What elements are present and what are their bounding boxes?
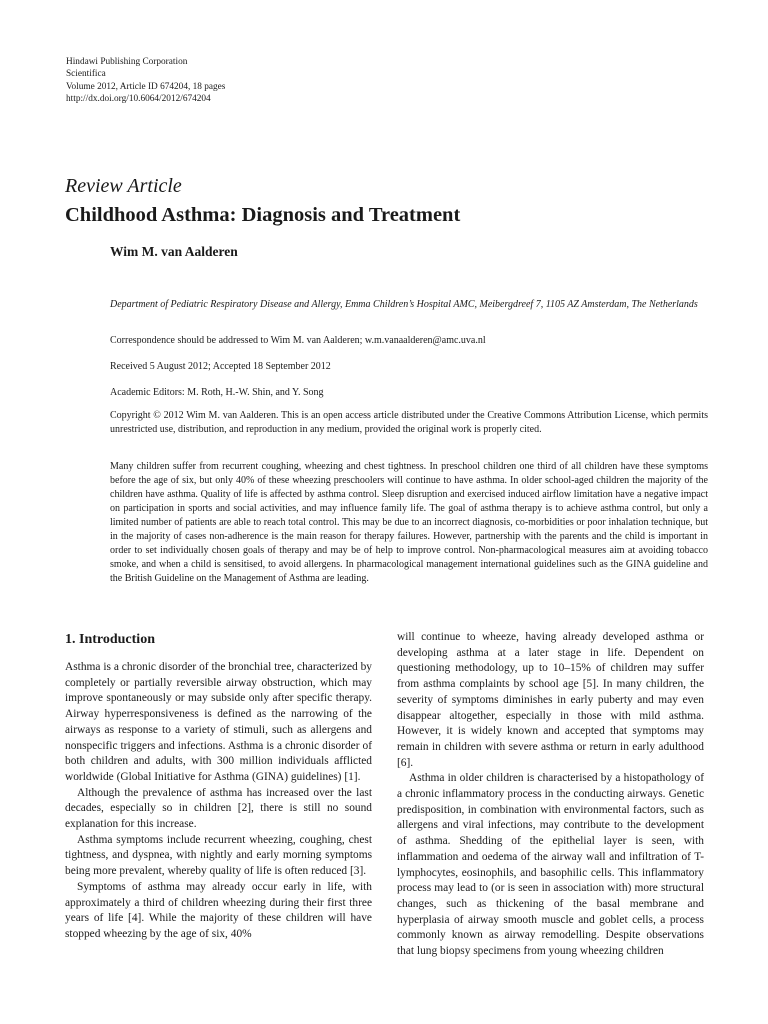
paragraph: Asthma in older children is characterised by a histopathology of a chronic inflammatory process in the conducting airways. Genetic predisposition, in combination with environmental factors, such as allergens and viral infections, may contribute to the development of asthma. Shedding of the epithelial layer is seen, with inflammation and oedema of the airway wall and infiltration of T-lymphocytes, eosinophils, and basophilic cells. This inflammatory process may lead to (or is seen in association with) more structural changes, such as thickening of the basal membrane and hyperplasia of airway smooth muscle and goblet cells, a process commonly known as airway remodelling. Despite observations that lung biopsy specimens from young wheezing children <box>397 772 704 958</box>
journal-name: Scientifica <box>66 69 106 80</box>
article-title: Childhood Asthma: Diagnosis and Treatment <box>65 204 461 226</box>
abstract: Many children suffer from recurrent coughing, wheezing and chest tightness. In preschool children one third of all children have these symptoms before the age of six, but only 40% of these wheezing preschoolers will continue to have asthma. In older school-aged children the majority of the children have asthma. Quality of life is affected by asthma control. Sleep disruption and exercised induced airflow limitation have a negative impact on participation in sports and social activities, and may influence family life. The goal of asthma therapy is to achieve asthma control, but only a limited number of patients are able to reach total control. This may be due to an incorrect diagnosis, co-morbidities or poor inhalation technique, but in the majority of cases non-adherence is the main reason for therapy failures. However, partnership with the parents and the child is important in order to set individually chosen goals of therapy and may be of help to improve control. Non-pharmacological measures aim at avoiding tobacco smoke, and when a child is sensitised, to avoid allergens. In pharmacological management international guidelines such as the GINA guideline and the British Guideline on the Management of Asthma are leading. <box>110 461 708 584</box>
left-column <box>65 630 372 943</box>
correspondence: Correspondence should be addressed to Wim M. van Aalderen; w.m.vanaalderen@amc.uva.nl <box>110 335 486 346</box>
paragraph: Asthma is a chronic disorder of the bronchial tree, characterized by completely or partially reversible airway obstruction, which may improve spontaneously or may subside only after specific therapy. Airway hyperresponsiveness is defined as the narrowing of the airways as response to a variety of stimuli, such as allergens and nonspecific triggers and infections. Asthma is a chronic disorder of both children and adults, with 300 million individuals afflicted worldwide (Global Initiative for Asthma (GINA) guidelines) [1]. <box>65 661 372 783</box>
paragraph: Asthma symptoms include recurrent wheezing, coughing, chest tightness, and dyspnea, with nightly and early morning symptoms being more prevalent, whereby quality of life is often reduced [3]. <box>65 833 372 878</box>
journal-header <box>66 56 225 106</box>
volume-info: Volume 2012, Article ID 674204, 18 pages <box>66 81 226 92</box>
academic-editors: Academic Editors: M. Roth, H.-W. Shin, and Y. Song <box>110 387 324 398</box>
section-heading: 1. Introduction <box>65 632 155 647</box>
author-name: Wim M. van Aalderen <box>110 244 238 259</box>
publisher: Hindawi Publishing Corporation <box>66 57 188 67</box>
article-type: Review Article <box>65 175 182 197</box>
right-column <box>397 630 704 960</box>
doi-link[interactable]: http://dx.doi.org/10.6064/2012/674204 <box>66 94 211 105</box>
author-affiliation: Department of Pediatric Respiratory Disease and Allergy, Emma Children’s Hospital AMC, Meibergdreef 7, 1105 AZ Amsterdam, The Netherlands <box>110 299 698 310</box>
copyright-notice: Copyright © 2012 Wim M. van Aalderen. This is an open access article distributed under the Creative Commons Attribution License, which permits unrestricted use, distribution, and reproduction in any medium, provided the original work is properly cited. <box>110 410 708 435</box>
paragraph: Although the prevalence of asthma has increased over the last decades, especially so in children [2], there is still no sound explanation for this increase. <box>65 786 372 831</box>
paragraph: Symptoms of asthma may already occur early in life, with approximately a third of children wheezing during their first three years of life [4]. While the majority of these children will have stopped wheezing by the age of six, 40% <box>65 880 372 940</box>
received-dates: Received 5 August 2012; Accepted 18 September 2012 <box>110 361 331 372</box>
paragraph: will continue to wheeze, having already developed asthma or developing asthma at a later stage in life. Dependent on questioning methodology, up to 10–15% of children may suffer from asthma complaints by school age [5]. In many children, the severity of symptoms diminishes in early puberty and may even disappear altogether, especially in those with mild asthma. However, it is widely known and accepted that symptoms may remain in children with severe asthma or return in early adulthood [6]. <box>397 631 704 769</box>
